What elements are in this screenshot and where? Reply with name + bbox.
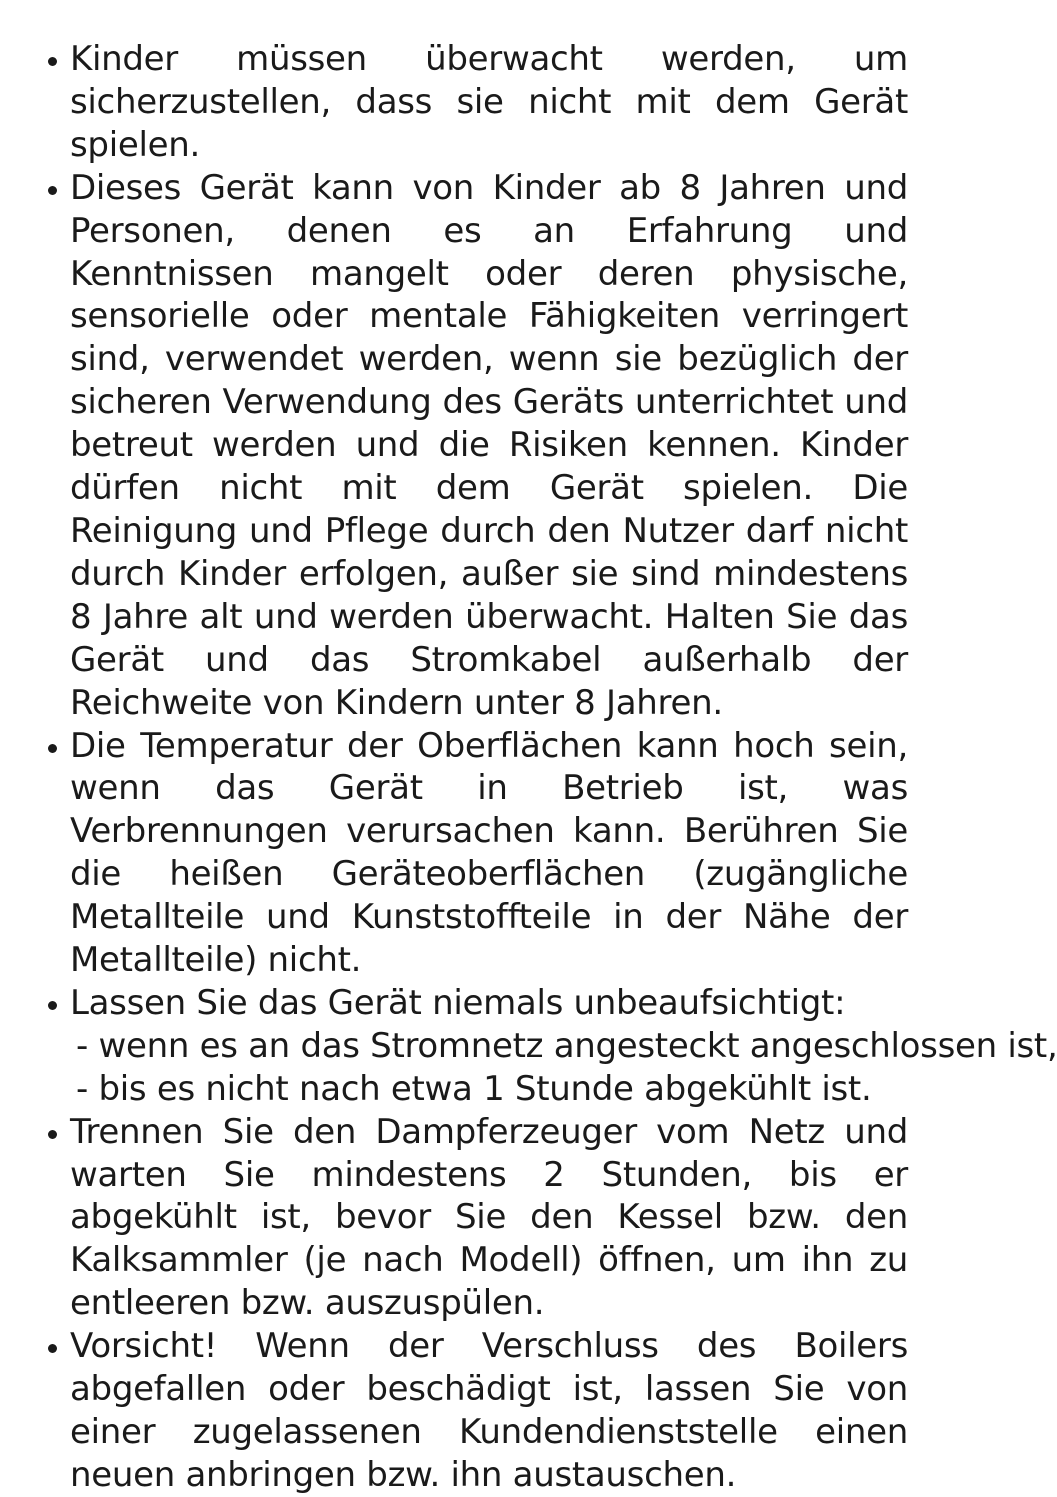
bullet-item-caution-boiler bbox=[40, 1325, 908, 1497]
bullet-text: Dieses Gerät kann von Kinder ab 8 Jahren und Personen, denen es an Erfahrung und Kenntnissen mangelt oder deren physische, sensorielle oder mentale Fähigkeiten verringert sind, verwendet werden, wenn sie bezüglich der sicheren Verwendung des Geräts unterrichtet und betreut werden und die Risiken kennen. Kinder dürfen nicht mit dem Gerät spielen. Die Reinigung und Pflege durch den Nutzer darf nicht durch Kinder erfolgen, außer sie sind mindestens 8 Jahre alt und werden überwacht. Halten Sie das Gerät und das Stromkabel außerhalb der Reichweite von Kindern unter 8 Jahren. bbox=[70, 167, 908, 723]
sub-item-cooled-down: - bis es nicht nach etwa 1 Stunde abgekühlt ist. bbox=[76, 1068, 872, 1109]
bullet-dot-icon bbox=[48, 1130, 57, 1139]
bullet-dot-icon bbox=[48, 1344, 57, 1353]
safety-instructions-page bbox=[40, 38, 1057, 1497]
bullet-text: Trennen Sie den Dampferzeuger vom Netz und warten Sie mindestens 2 Stunden, bis er abgekühlt ist, bevor Sie den Kessel bzw. den Kalksammler (je nach Modell) öffnen, um ihn zu entleeren bzw. auszuspülen. bbox=[70, 1111, 908, 1324]
bullet-dot-icon bbox=[48, 744, 57, 753]
bullet-item-unattended bbox=[40, 982, 1057, 1111]
bullet-item-children-age bbox=[40, 167, 908, 725]
bullet-dot-icon bbox=[48, 1001, 57, 1010]
bullet-dot-icon bbox=[48, 186, 57, 195]
bullet-list bbox=[40, 38, 1057, 1497]
bullet-text: Lassen Sie das Gerät niemals unbeaufsichtigt: bbox=[70, 982, 846, 1023]
sub-item-plugged-in: - wenn es an das Stromnetz angesteckt angeschlossen ist, bbox=[76, 1025, 1057, 1066]
bullet-item-hot-surfaces bbox=[40, 725, 908, 982]
bullet-text: Die Temperatur der Oberflächen kann hoch sein, wenn das Gerät in Betrieb ist, was Verbrennungen verursachen kann. Berühren Sie die heißen Geräteoberflächen (zugängliche Metallteile und Kunststoffteile in der Nähe der Metallteile) nicht. bbox=[70, 725, 908, 981]
bullet-dot-icon bbox=[48, 57, 57, 66]
bullet-item-disconnect bbox=[40, 1111, 908, 1326]
bullet-text: Vorsicht! Wenn der Verschluss des Boilers abgefallen oder beschädigt ist, lassen Sie von einer zugelassenen Kundendienststelle einen neuen anbringen bzw. ihn austauschen. bbox=[70, 1326, 908, 1495]
bullet-item-supervision bbox=[40, 38, 908, 167]
bullet-text: Kinder müssen überwacht werden, um sicherzustellen, dass sie nicht mit dem Gerät spielen. bbox=[70, 39, 908, 165]
sub-list bbox=[70, 1025, 1057, 1111]
